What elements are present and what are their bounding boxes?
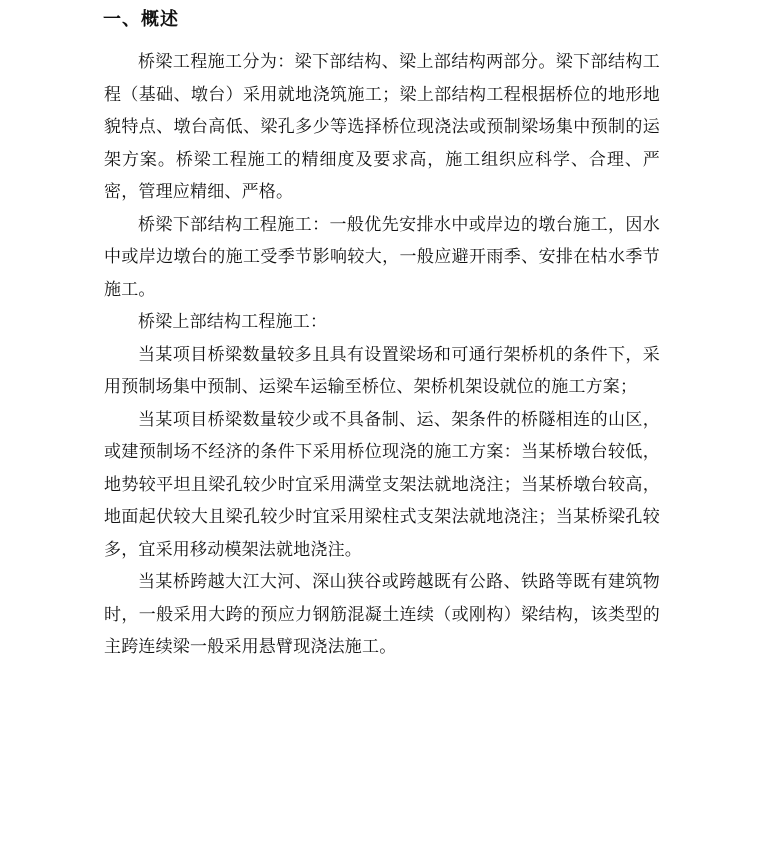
paragraph-superstructure-title: 桥梁上部结构工程施工： [138, 312, 328, 332]
paragraph-cantilever-scheme: 当某桥跨越大江大河、深山狭谷或跨越既有公路、铁路等既有建筑物时，一般采用大跨的预应力钢筋混凝土连续（或刚构）梁结构，该类型的主跨连续梁一般采用悬臂现浇法施工。 [104, 572, 660, 657]
document-body [104, 46, 660, 664]
paragraph-substructure: 桥梁下部结构工程施工：一般优先安排水中或岸边的墩台施工，因水中或岸边墩台的施工受季节影响较大，一般应避开雨季、安排在枯水季节施工。 [104, 214, 660, 300]
section-heading: 一、概述 [103, 9, 179, 30]
paragraph-cast-in-place-scheme: 当某项目桥梁数量较少或不具备制、运、架条件的桥隧相连的山区，或建预制场不经济的条件下采用桥位现浇的施工方案：当某桥墩台较低，地势较平坦且梁孔较少时宜采用满堂支架法就地浇注；当某桥墩台较高，地面起伏较大且梁孔较少时宜采用梁柱式支架法就地浇注；当某桥梁孔较多，宜采用移动模架法就地浇注。 [104, 409, 660, 560]
paragraph-overview: 桥梁工程施工分为：梁下部结构、梁上部结构两部分。梁下部结构工程（基础、墩台）采用就地浇筑施工；梁上部结构工程根据桥位的地形地貌特点、墩台高低、梁孔多少等选择桥位现浇法或预制梁场集中预制的运架方案。桥梁工程施工的精细度及要求高，施工组织应科学、合理、严密，管理应精细、严格。 [104, 52, 660, 202]
paragraph-precast-scheme: 当某项目桥梁数量较多且具有设置梁场和可通行架桥机的条件下，采用预制场集中预制、运梁车运输至桥位、架桥机架设就位的施工方案； [104, 344, 660, 397]
